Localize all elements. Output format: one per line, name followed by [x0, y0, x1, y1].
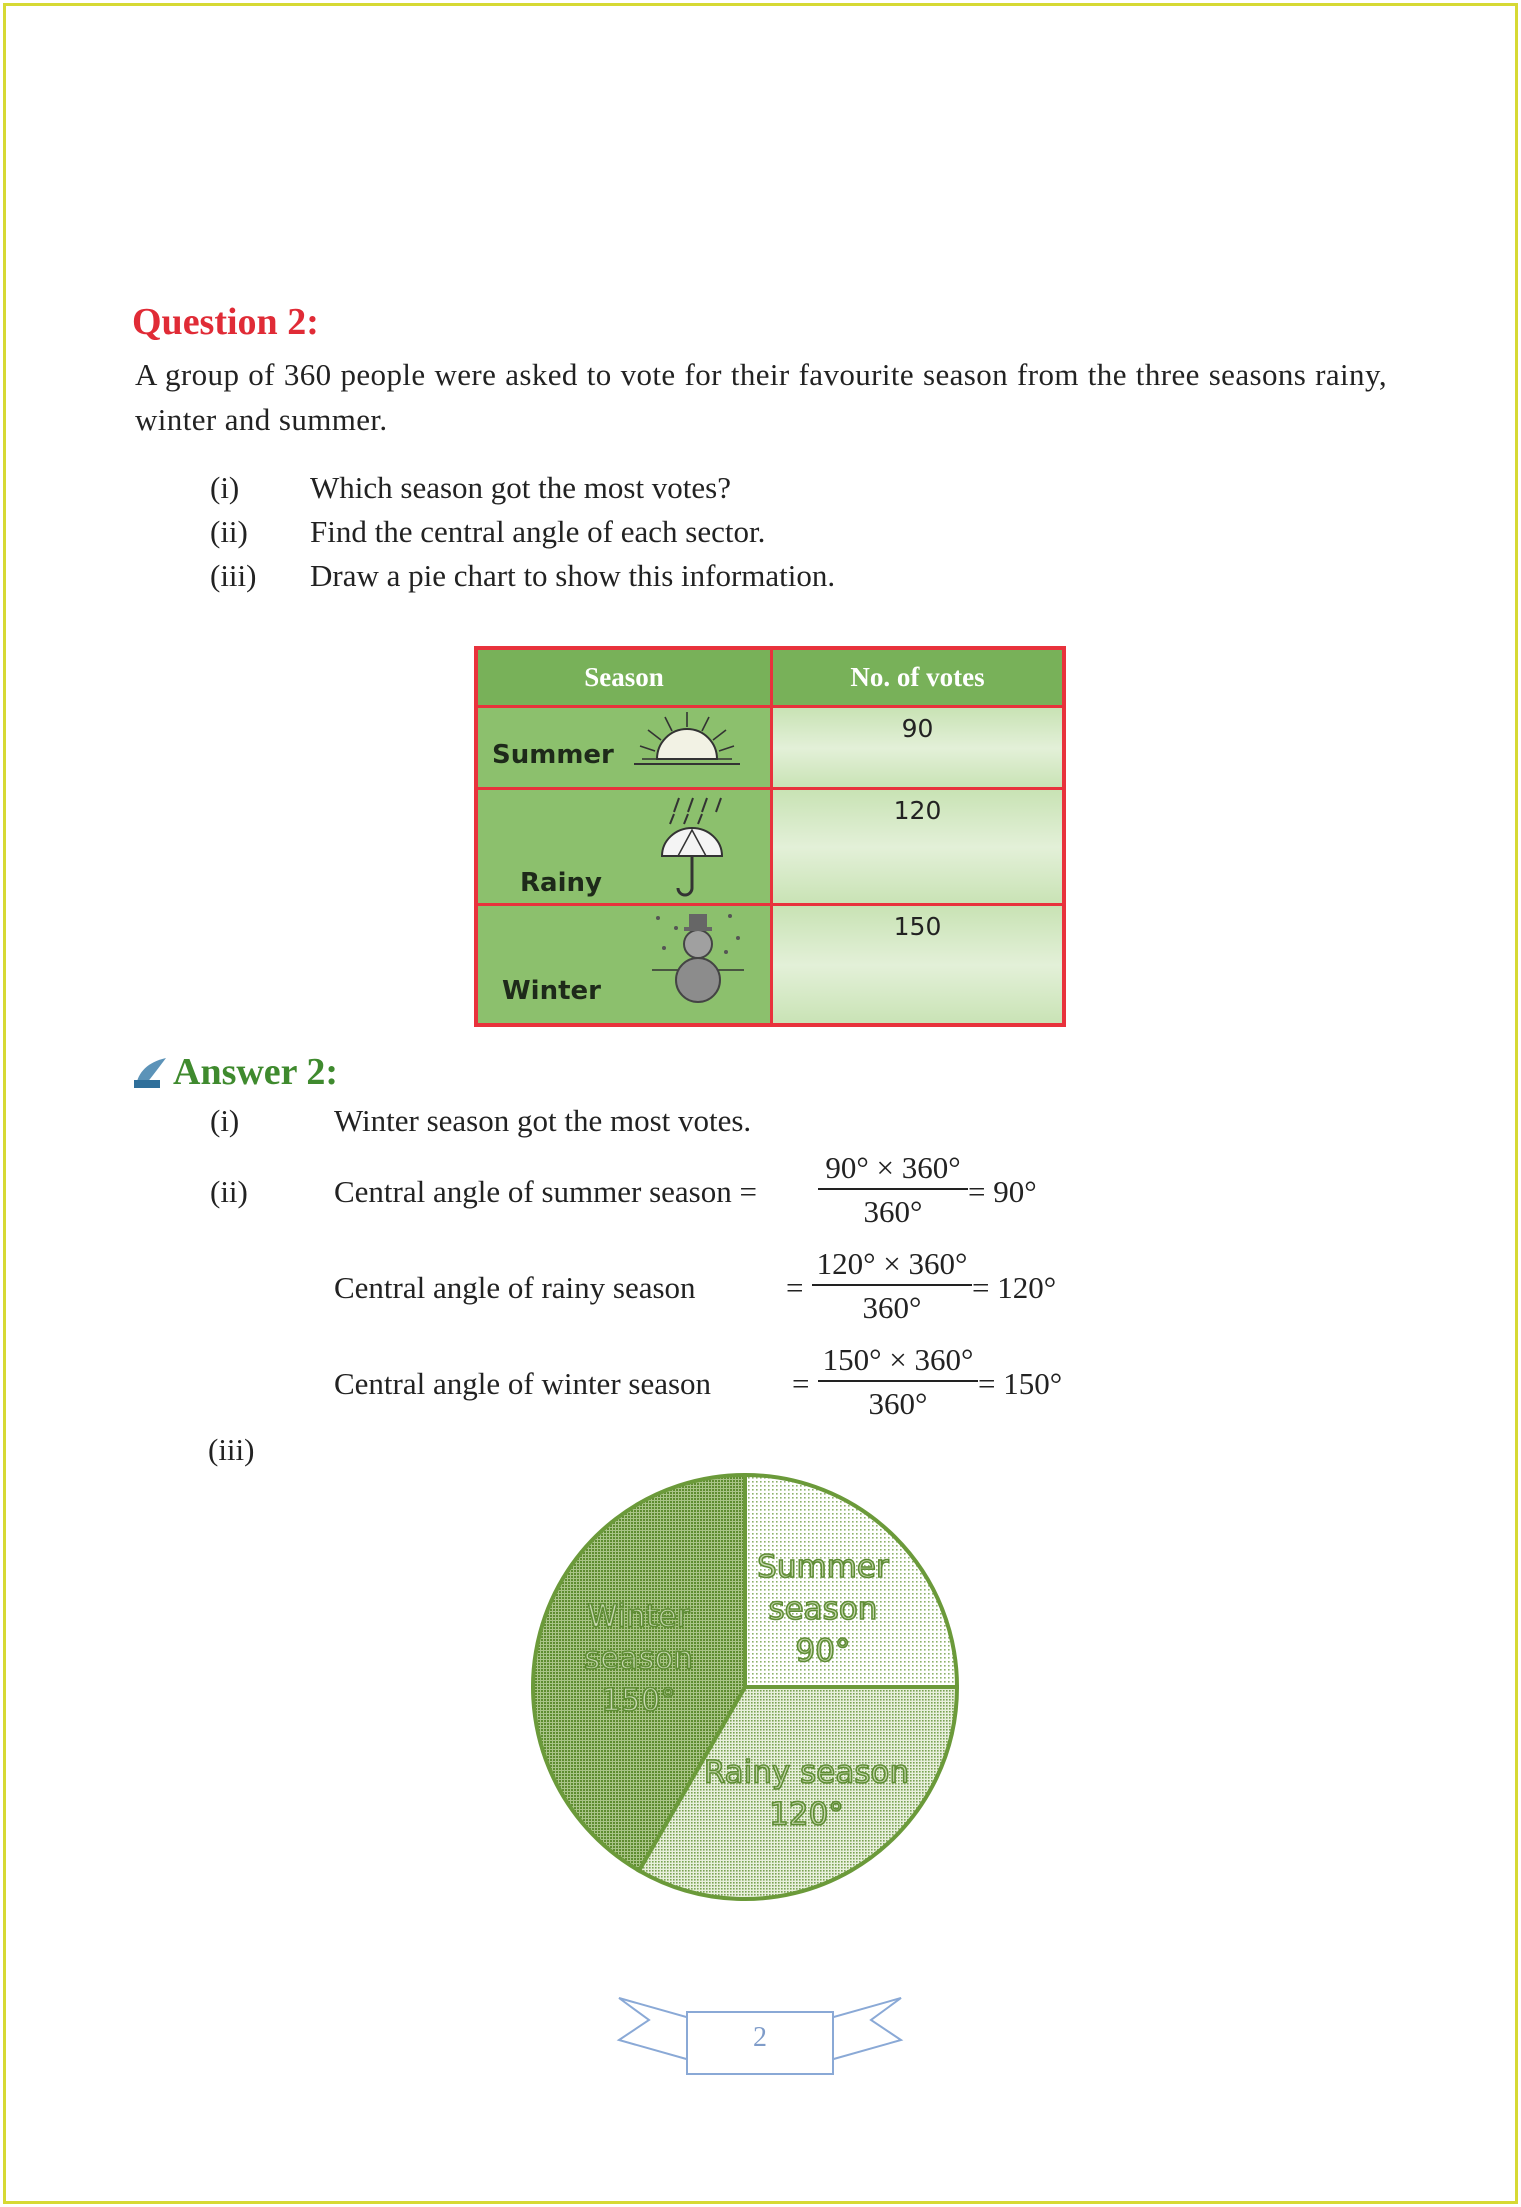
fraction-denominator: 360°: [863, 1194, 923, 1229]
umbrella-rain-icon: [658, 792, 738, 898]
fraction-denominator: 360°: [868, 1386, 928, 1421]
season-label: Summer: [492, 740, 614, 770]
part-number: (i): [210, 470, 240, 505]
table-header-row: [476, 648, 1064, 707]
answer-part-number: (iii): [208, 1432, 255, 1467]
table-row: [476, 789, 1064, 905]
fraction-numerator: 150° × 360°: [818, 1342, 978, 1382]
votes-cell: 150: [772, 905, 1065, 1025]
part-number: (iii): [210, 558, 257, 593]
sun-icon: [632, 710, 742, 768]
fraction-denominator: 360°: [862, 1290, 922, 1325]
answer-i-text: Winter season got the most votes.: [334, 1103, 752, 1138]
rainy-angle-result: = 120°: [972, 1270, 1057, 1305]
winter-angle-label: Central angle of winter season: [334, 1366, 712, 1401]
question-heading: Question 2:: [132, 301, 319, 343]
pie-chart: [520, 1465, 970, 1915]
question-text: A group of 360 people were asked to vote for their favourite season from the three seasons rainy, winter and summer.: [135, 357, 1387, 437]
winter-slice-label: Winter season 150°: [584, 1598, 694, 1719]
season-cell: [476, 707, 772, 789]
summer-slice-label: Summer season 90°: [757, 1549, 889, 1670]
season-label: Rainy: [520, 868, 602, 898]
summer-angle-label: Central angle of summer season =: [334, 1174, 757, 1209]
summer-fraction: [818, 1150, 968, 1230]
fraction-numerator: 90° × 360°: [818, 1150, 968, 1190]
rainy-slice-label: Rainy season 120°: [703, 1754, 910, 1833]
table-row: [476, 905, 1064, 1025]
votes-table: [474, 646, 1066, 1027]
pie-slices: [533, 1475, 957, 1899]
winter-fraction: [818, 1342, 978, 1422]
part-number: (ii): [210, 514, 248, 549]
votes-cell: 120: [772, 789, 1065, 905]
part-text: Find the central angle of each sector.: [310, 514, 766, 549]
pen-logo-icon: [132, 1056, 170, 1090]
equals-sign: =: [792, 1366, 810, 1401]
season-cell: [476, 789, 772, 905]
winter-angle-result: = 150°: [978, 1366, 1063, 1401]
page-number: 2: [753, 2022, 767, 2053]
votes-cell: 90: [772, 707, 1065, 789]
part-text: Draw a pie chart to show this information.: [310, 558, 836, 593]
answer-part-number: (i): [210, 1103, 240, 1138]
season-label: Winter: [502, 976, 601, 1006]
part-text: Which season got the most votes?: [310, 470, 731, 505]
rainy-angle-label: Central angle of rainy season: [334, 1270, 696, 1305]
header-votes: No. of votes: [772, 648, 1065, 707]
answer-heading: Answer 2:: [173, 1051, 339, 1093]
rainy-fraction: [812, 1246, 972, 1326]
snowman-icon: [648, 908, 748, 1008]
header-season: Season: [476, 648, 772, 707]
fraction-numerator: 120° × 360°: [812, 1246, 972, 1286]
answer-part-number: (ii): [210, 1174, 248, 1209]
season-cell: [476, 905, 772, 1025]
equals-sign: =: [786, 1270, 804, 1305]
table-row: [476, 707, 1064, 789]
summer-angle-result: = 90°: [968, 1174, 1037, 1209]
